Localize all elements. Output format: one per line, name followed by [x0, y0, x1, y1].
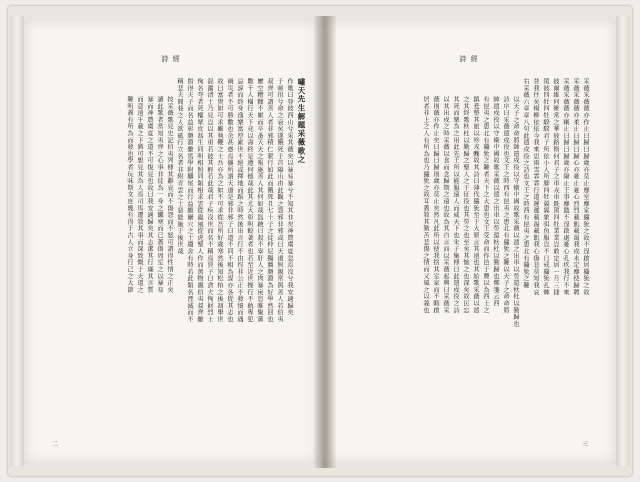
text-column: 之其終歌杕杜以勤歸之聖人之于征役也其勞之也至矣其恤之也深矣故民忘 — [462, 96, 469, 314]
text-column: 以天子之命命將帥遣戍役以守衛中國故歌采薇以遣之出車以勞還杕杜以勤歸也 — [512, 96, 519, 328]
text-column: 讀此歌者當知夷齊之心事非徒為一身之饑寒而已蓋傷周室之以暴易 — [156, 96, 163, 294]
right-page-header-label: 詩 經 — [459, 55, 479, 63]
right-page-folio: 三 — [581, 441, 588, 448]
open-book — [8, 6, 632, 476]
text-column: 禍災者不可勝數也余甚惑焉儻所謂天道是邪非邪子曰道不同不相為謀亦各從其志也 — [226, 78, 233, 323]
text-column: 故曰富貴如可求雖執鞭之士吾亦為之如不可求從吾所好歲寒然後知松柏之後凋舉世 — [216, 78, 223, 323]
text-column: 暴而神農虞夏之道不可復見也故曰我安適歸矣其志潔其行廉其言質 — [146, 96, 153, 294]
right-page — [322, 20, 616, 464]
text-column: 稱悲夫閭巷之人欲砥行立名者非附青雲之士惡能施于後世哉 — [176, 78, 183, 255]
text-column: 于嗟徂兮命之衰矣遂餓死于首陽山由此觀之怨邪非邪或曰天道無親常與善人若伯夷 — [276, 78, 283, 323]
right-page-columns — [334, 78, 590, 458]
book-gutter-shadow — [314, 16, 336, 468]
text-column: 數千人橫行天下竟以壽終是遵何德哉此其尤大彰明較著者也若至近世操行不軌專犯 — [246, 78, 253, 323]
left-page — [24, 20, 318, 464]
text-column: 右采薇六章章八句此遣戍役之詩也文王之時西有昆夷之患北有玁狁之難 — [522, 78, 529, 289]
text-column: 鎮爰整其旅以殄戎醜故其詩曰薄伐玁狁至于大原言其遠也其始歌采薇以遣 — [472, 96, 479, 314]
text-column: 采薇采薇薇亦作止曰歸曰歸歲亦莫止靡室靡家玁狁之故不遑啟居玁狁之故 — [582, 78, 589, 296]
text-column: 采薇采薇薇亦柔止曰歸曰歸心亦憂止憂心烈烈載飢載渴我戍未定靡使歸聘 — [572, 78, 579, 296]
text-column: 其死而樂為之用此先王所以能服遠人而威天下也朱子集傳曰此遣戍役之詩 — [452, 96, 459, 314]
left-page-title: 嘯天先生解題采薇歌之 — [297, 78, 306, 164]
text-column: 賢得夫子而名益彰顏淵雖篤學附驥尾而行益顯巖穴之士趨舍有時若此類名湮滅而不 — [186, 78, 193, 323]
text-column: 難明蓋有所為而發也學者玩味斯文庶幾有得于古人立身行己之大節 — [126, 96, 133, 294]
text-column: 彼爾維何維常之華彼路斯何君子之車戎車既駕四牡業業豈敢定居一月三捷 — [552, 78, 559, 296]
text-column: 居者非上之人有所為也乃玁狁之故耳蓋敘其勤苦悲傷之情而又風之以義也 — [422, 96, 429, 314]
left-page-folio: 二 — [52, 441, 59, 448]
text-column: 詩序曰采薇遣戍役也文王之時西有昆夷之患北有玁狁之難以天子之命命將 — [502, 96, 509, 314]
text-column: 昔我往矣楊柳依依今我來思雨雪霏霏行道遲遲載渴載飢我心傷悲莫知我哀 — [532, 78, 539, 296]
text-column: 作歌曰登彼西山兮采其薇矣以暴易暴兮不知其非矣神農虞夏忽焉沒兮我安適歸矣 — [286, 78, 293, 316]
text-column: 按采薇歌見史記伯夷列傳其辭哀而不傷怨而不怒可謂得性情之正矣 — [166, 96, 173, 294]
left-page-header-label: 詩 經 — [161, 55, 181, 63]
text-column: 駕彼四牡四牡騤騤君子所依小人所腓四牡翼翼象弭魚服豈不日戒玁狁孔棘 — [542, 78, 549, 296]
text-column: 徇名夸者死權眾庶馮生同明相照同類相求雲從龍風從虎聖人作而萬物覩伯夷叔齊雖 — [196, 78, 203, 323]
left-page-columns — [50, 78, 306, 458]
text-column: 有昆夷之患北有玁狁之難者天下之大患也文王受命而作邑于豐以為西土之 — [482, 96, 489, 314]
text-column: 叔齊可謂善人者非邪積仁絜行如此而餓死且七十子之徒仲尼獨薦顏淵為好學然回也 — [266, 78, 273, 323]
text-column: 薇則薇亦作止矣曰歸曰歸則歲亦莫止矣然凡此所以使我捨其室家而不暇啟 — [432, 96, 439, 314]
text-column: 采薇采薇薇亦剛止曰歸曰歸歲亦陽止王事靡盬不遑啟處憂心孔疚我行不來 — [562, 78, 569, 296]
text-column: 而意遠千載之下猶可想見其為人焉司馬遷敘其事而深致慨于天道之 — [136, 96, 143, 294]
left-page-header — [24, 54, 318, 66]
text-column: 忌諱而終身逸樂富厚累世不絕或擇地而蹈之時然後出言行不由徑非公正不發憤而遇 — [236, 78, 243, 323]
book-edge-right — [616, 16, 630, 466]
text-column: 屢空糟糠不厭而卒蚤夭天之報施善人其何如哉盜蹠日殺不辜肝人之肉暴戾恣睢聚黨 — [256, 78, 263, 323]
text-column: 以其出戍之時采薇以食而念歸期之遠也故為其自言而以采薇起興曰采薇采 — [442, 96, 449, 314]
text-column: 帥遣戍役以守衛中國故歌采薇以遣之出車以勞還杕杜以勤歸也鄭箋云西 — [492, 96, 499, 307]
text-column: 混濁清士乃見豈以其重若彼其輕若此哉君子疾沒世而名不稱焉賈子曰貪夫徇財烈士 — [206, 78, 213, 323]
book-edge-left — [10, 16, 24, 466]
right-page-header — [322, 54, 616, 66]
